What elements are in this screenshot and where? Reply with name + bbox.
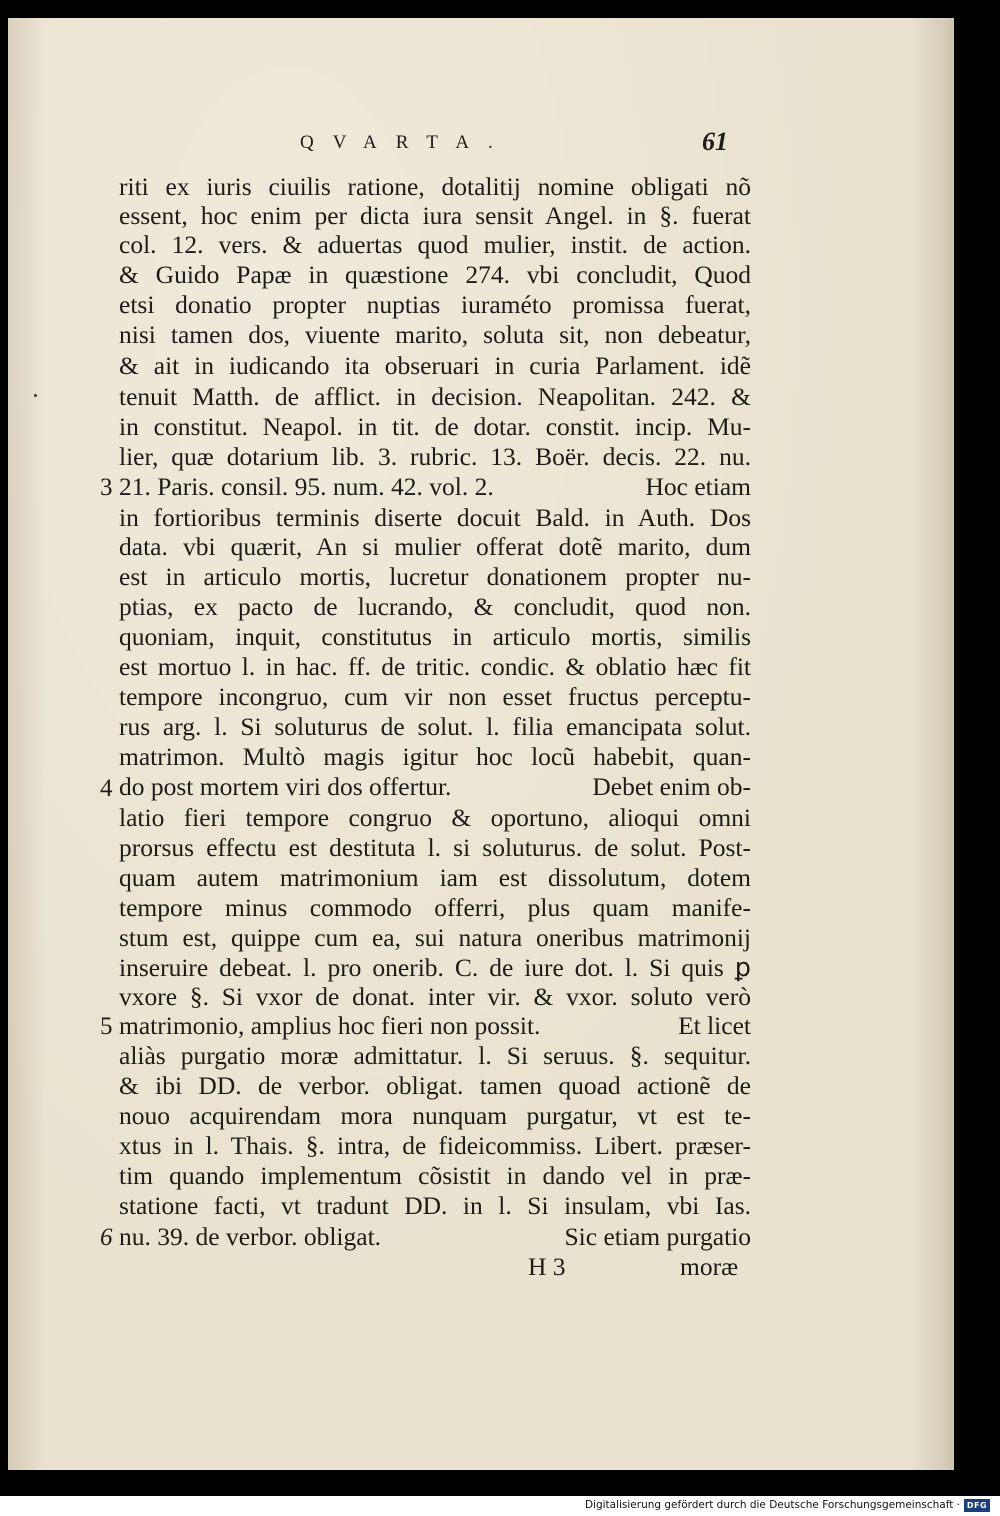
text-line: data. vbi quærit, An si mulier offerat dotẽ marito, dum	[119, 532, 751, 561]
text-line: tim quando implementum cõsistit in dando vel in præ-	[119, 1161, 751, 1190]
text-line: matrimon. Multò magis igitur hoc locũ habebit, quan-	[119, 742, 751, 771]
marginal-number: 4	[100, 775, 113, 802]
text-line-right: Debet enim ob-	[592, 772, 751, 801]
text-line: lier, quæ dotarium lib. 3. rubric. 13. Boër. decis. 22. nu.	[119, 442, 751, 471]
text-line: nouo acquirendam mora nunquam purgatur, vt est te-	[119, 1101, 751, 1130]
text-line: & ait in iudicando ita obseruari in curia Parlament. idẽ	[119, 351, 751, 380]
text-line-left: do post mortem viri dos offertur.	[119, 772, 452, 801]
text-line: est mortuo l. in hac. ff. de tritic. condic. & oblatio hæc fit	[119, 652, 751, 681]
marginal-number: 3	[100, 474, 113, 501]
text-line-right: Hoc etiam	[645, 472, 751, 501]
text-line: col. 12. vers. & aduertas quod mulier, instit. de action.	[119, 230, 751, 259]
text-line: in constitut. Neapol. in tit. de dotar. constit. incip. Mu-	[119, 412, 751, 441]
text-line: ptias, ex pacto de lucrando, & concludit, quod non.	[119, 592, 751, 621]
text-line: inseruire debeat. l. pro onerib. C. de iure dot. l. Si quis ꝑ	[119, 953, 751, 982]
page-number: 61	[702, 127, 728, 156]
text-line: aliàs purgatio moræ admittatur. l. Si seruus. §. sequitur.	[119, 1041, 751, 1070]
text-line: nisi tamen dos, viuente marito, soluta sit, non debeatur,	[119, 320, 751, 349]
running-head: QVARTA.	[300, 132, 512, 153]
text-line-right: Sic etiam purgatio	[564, 1222, 751, 1251]
text-line: prorsus effectu est destituta l. si soluturus. de solut. Post-	[119, 833, 751, 862]
text-line: xtus in l. Thais. §. intra, de fideicommiss. Libert. præser-	[119, 1131, 751, 1160]
marginal-number: 6	[100, 1224, 113, 1251]
text-line: vxore §. Si vxor de donat. inter vir. & vxor. soluto verò	[119, 982, 751, 1011]
text-line: & Guido Papæ in quæstione 274. vbi concludit, Quod	[119, 260, 751, 289]
text-line: statione facti, vt tradunt DD. in l. Si insulam, vbi Ias.	[119, 1191, 751, 1220]
footer-bar	[0, 1496, 1000, 1516]
signature-mark: H 3	[528, 1252, 566, 1281]
text-line: stum est, quippe cum ea, sui natura oneribus matrimonij	[119, 923, 751, 952]
text-line: tempore incongruo, cum vir non esset fructus perceptu-	[119, 682, 751, 711]
text-line: rus arg. l. Si soluturus de solut. l. filia emancipata solut.	[119, 712, 751, 741]
text-line: quoniam, inquit, constitutus in articulo mortis, similis	[119, 622, 751, 651]
text-line: essent, hoc enim per dicta iura sensit Angel. in §. fuerat	[119, 201, 751, 230]
funding-credit: Digitalisierung gefördert durch die Deutsche Forschungsgemeinschaft ·	[584, 1499, 960, 1511]
text-line-left: nu. 39. de verbor. obligat.	[119, 1222, 382, 1251]
text-line: tenuit Matth. de afflict. in decision. Neapolitan. 242. &	[119, 382, 751, 411]
marginal-number: 5	[100, 1013, 113, 1040]
text-line: latio fieri tempore congruo & oportuno, alioqui omni	[119, 803, 751, 832]
text-line: & ibi DD. de verbor. obligat. tamen quoad actionẽ de	[119, 1071, 751, 1100]
text-line-left: matrimonio, amplius hoc fieri non possit.	[119, 1011, 541, 1040]
text-line: tempore minus commodo offerri, plus quam manife-	[119, 893, 751, 922]
catchword: moræ	[680, 1252, 739, 1281]
text-line: etsi donatio propter nuptias iuraméto promissa fuerat,	[119, 290, 751, 319]
text-line: est in articulo mortis, lucretur donationem propter nu-	[119, 562, 751, 591]
dfg-logo: DFG	[964, 1499, 990, 1512]
text-line: quam autem matrimonium iam est dissolutum, dotem	[119, 863, 751, 892]
text-line: in fortioribus terminis diserte docuit Bald. in Auth. Dos	[119, 503, 751, 532]
text-line-right: Et licet	[678, 1011, 751, 1040]
text-line-left: 21. Paris. consil. 95. num. 42. vol. 2.	[119, 472, 494, 501]
text-line: riti ex iuris ciuilis ratione, dotalitij nomine obligati nõ	[119, 172, 751, 201]
